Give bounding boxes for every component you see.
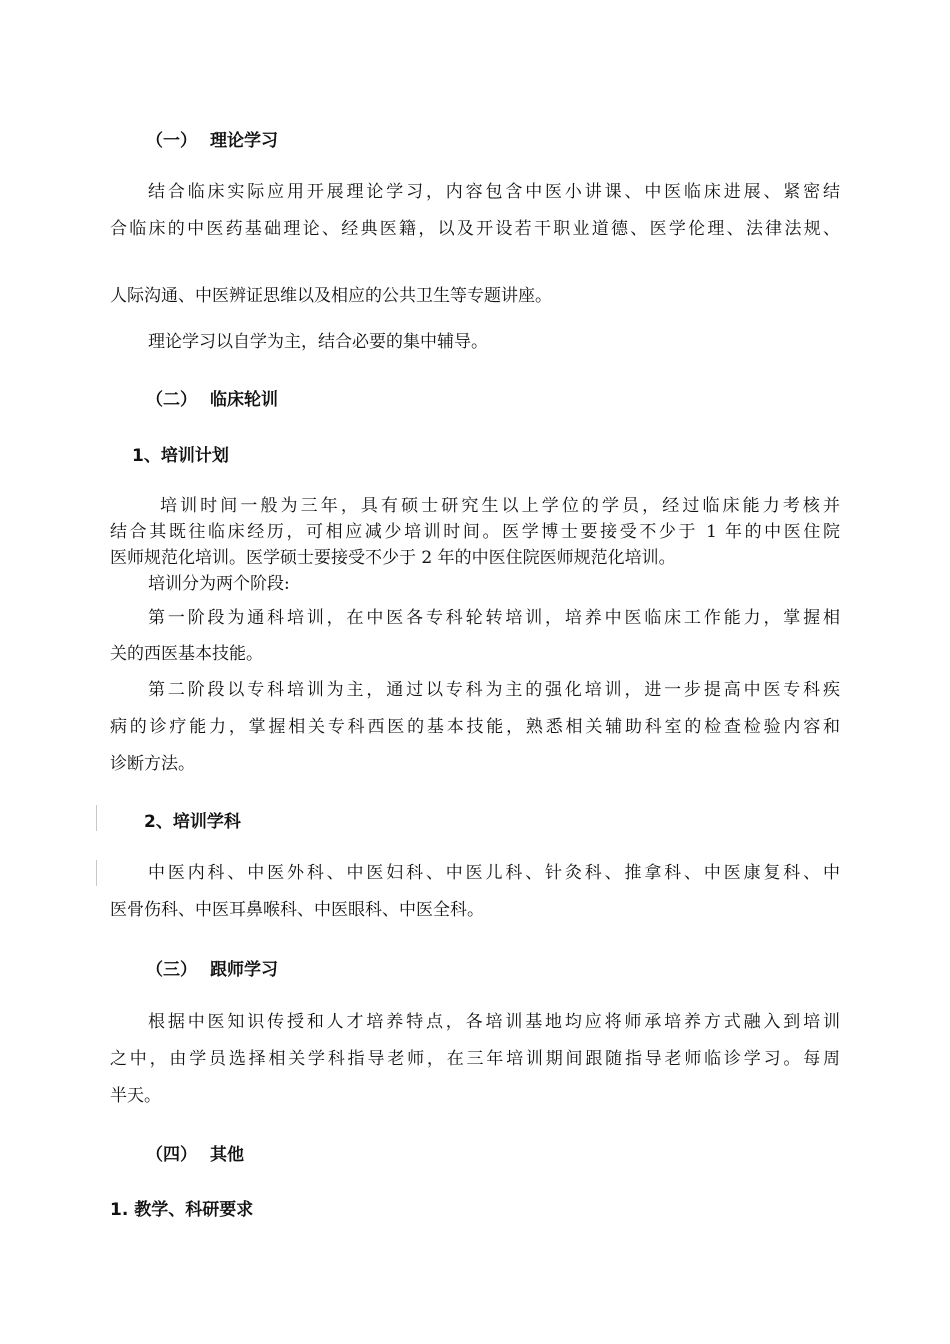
paragraph-line: 之中，由学员选择相关学科指导老师，在三年培训期间跟随指导老师临诊学习。每周	[110, 1049, 840, 1069]
section-heading-3	[146, 955, 278, 980]
section-heading-2	[146, 385, 278, 410]
section-number: （四）	[146, 1145, 197, 1165]
paragraph-line: 医骨伤科、中医耳鼻喉科、中医眼科、中医全科。	[110, 900, 484, 920]
paragraph-line: 理论学习以自学为主，结合必要的集中辅导。	[148, 332, 488, 352]
section-number: （一）	[146, 131, 197, 151]
section-title: 其他	[210, 1145, 244, 1165]
section-title: 跟师学习	[210, 960, 278, 980]
subsection-heading: 1. 教学、科研要求	[110, 1200, 254, 1220]
paragraph-line: 诊断方法。	[110, 754, 195, 774]
paragraph-line: 病的诊疗能力，掌握相关专科西医的基本技能，熟悉相关辅助科室的检查检验内容和	[110, 717, 840, 737]
section-number: （三）	[146, 960, 197, 980]
subsection-heading: 2、培训学科	[144, 812, 241, 832]
paragraph-line: 第二阶段以专科培训为主，通过以专科为主的强化培训，进一步提高中医专科疾	[148, 680, 840, 700]
paragraph-line: 半天。	[110, 1086, 161, 1106]
paragraph-line: 根据中医知识传授和人才培养特点，各培训基地均应将师承培养方式融入到培训	[148, 1012, 840, 1032]
section-number: （二）	[146, 390, 197, 410]
paragraph-line: 培训时间一般为三年，具有硕士研究生以上学位的学员，经过临床能力考核并	[160, 496, 840, 516]
subsection-heading: 1、培训计划	[132, 446, 229, 466]
paragraph-line: 第一阶段为通科培训，在中医各专科轮转培训，培养中医临床工作能力，掌握相	[148, 608, 840, 628]
section-heading-1	[146, 126, 278, 151]
paragraph-line: 中医内科、中医外科、中医妇科、中医儿科、针灸科、推拿科、中医康复科、中	[148, 863, 840, 883]
paragraph-line: 关的西医基本技能。	[110, 644, 263, 664]
margin-marker	[96, 860, 97, 886]
section-heading-4	[146, 1140, 244, 1165]
paragraph-line: 医师规范化培训。医学硕士要接受不少于 2 年的中医住院医师规范化培训。	[110, 548, 676, 568]
section-title: 临床轮训	[210, 390, 278, 410]
paragraph-line: 结合其既往临床经历，可相应减少培训时间。医学博士要接受不少于 1 年的中医住院	[110, 522, 840, 542]
paragraph-line: 结合临床实际应用开展理论学习，内容包含中医小讲课、中医临床进展、紧密结	[148, 182, 840, 202]
margin-marker	[96, 805, 97, 831]
paragraph-line: 合临床的中医药基础理论、经典医籍，以及开设若干职业道德、医学伦理、法律法规、	[110, 219, 840, 239]
section-title: 理论学习	[210, 131, 278, 151]
paragraph-line: 培训分为两个阶段:	[148, 574, 290, 594]
paragraph-line: 人际沟通、中医辨证思维以及相应的公共卫生等专题讲座。	[110, 286, 552, 306]
